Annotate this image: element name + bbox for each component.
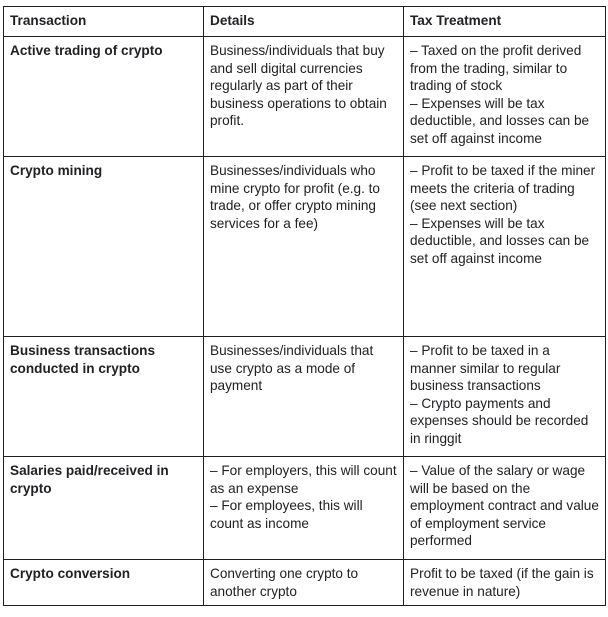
tax-treatment-line: – Profit to be taxed in a manner similar to regular business transactions xyxy=(410,343,561,394)
tax-treatment-line: – Profit to be taxed if the miner meets the criteria of trading (see next section) xyxy=(410,163,596,214)
details-line: – For employers, this will count as an expense xyxy=(210,463,397,496)
header-row xyxy=(4,7,606,37)
tax-treatment-line: – Expenses will be tax deductible, and losses can be set off against income xyxy=(410,215,590,266)
details-cell: Converting one crypto to another crypto xyxy=(204,560,404,606)
transaction-cell: Crypto conversion xyxy=(4,560,204,606)
details-cell: Businesses/individuals that use crypto as a mode of payment xyxy=(204,337,404,457)
table-row xyxy=(4,457,606,560)
tax-treatment-line: – Taxed on the profit derived from the trading, similar to trading of stock xyxy=(410,43,582,94)
transaction-cell: Business transactions conducted in crypto xyxy=(4,337,204,457)
table-row xyxy=(4,157,606,337)
tax-treatment-cell xyxy=(404,560,606,606)
tax-treatment-cell xyxy=(404,37,606,157)
details-cell: Business/individuals that buy and sell digital currencies regularly as part of their business operations to obtain profit. xyxy=(204,37,404,157)
details-cell xyxy=(204,457,404,560)
crypto-tax-table xyxy=(3,6,606,606)
tax-treatment-line: – Crypto payments and expenses should be recorded in ringgit xyxy=(410,395,589,446)
table-row xyxy=(4,37,606,157)
tax-treatment-line: Profit to be taxed (if the gain is revenue in nature) xyxy=(410,566,594,599)
header-tax-treatment: Tax Treatment xyxy=(404,7,606,37)
transaction-cell: Salaries paid/received in crypto xyxy=(4,457,204,560)
tax-treatment-cell xyxy=(404,457,606,560)
table-row xyxy=(4,337,606,457)
tax-treatment-cell xyxy=(404,337,606,457)
transaction-cell: Active trading of crypto xyxy=(4,37,204,157)
tax-treatment-cell xyxy=(404,157,606,337)
details-cell: Businesses/individuals who mine crypto for profit (e.g. to trade, or offer crypto mining services for a fee) xyxy=(204,157,404,337)
header-transaction: Transaction xyxy=(4,7,204,37)
header-details: Details xyxy=(204,7,404,37)
tax-treatment-line: – Value of the salary or wage will be based on the employment contract and value of employment service performed xyxy=(410,463,599,549)
transaction-cell: Crypto mining xyxy=(4,157,204,337)
tax-treatment-line: – Expenses will be tax deductible, and losses can be set off against income xyxy=(410,95,590,146)
details-line: – For employees, this will count as income xyxy=(210,498,363,531)
table-row xyxy=(4,560,606,606)
